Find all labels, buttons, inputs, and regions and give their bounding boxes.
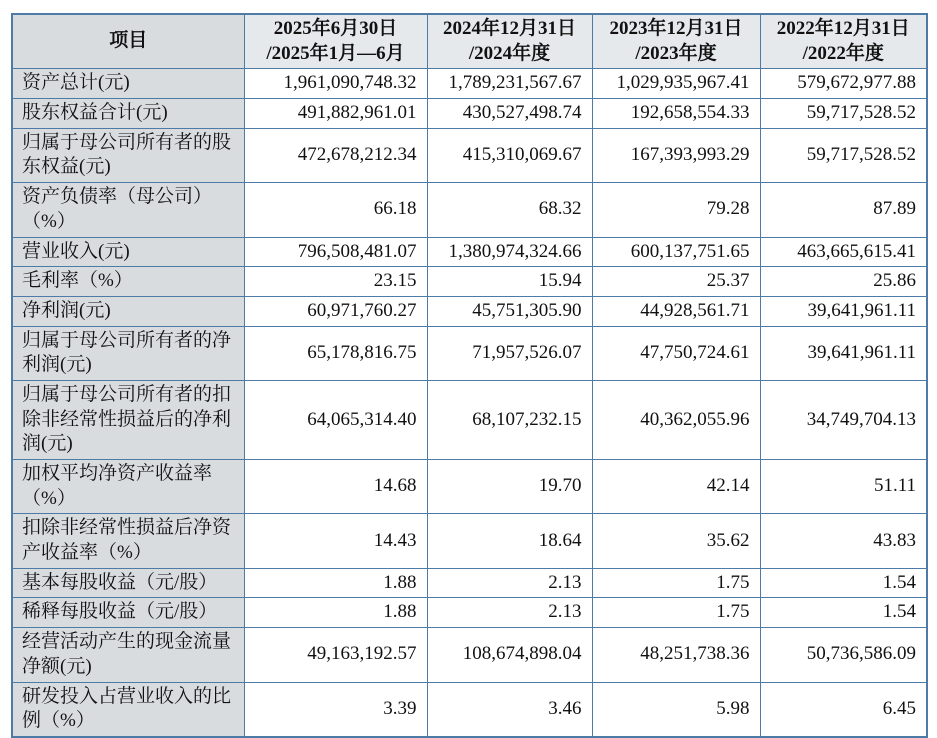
value-cell: 59,717,528.52 xyxy=(760,128,927,182)
table-row xyxy=(12,682,927,737)
value-cell: 39,641,961.11 xyxy=(760,296,927,326)
value-cell: 415,310,069.67 xyxy=(427,128,592,182)
table-row xyxy=(12,183,927,237)
value-cell: 192,658,554.33 xyxy=(592,99,760,129)
row-label: 股东权益合计(元) xyxy=(12,99,244,129)
value-cell: 6.45 xyxy=(760,682,927,737)
value-cell: 1.75 xyxy=(592,568,760,598)
row-label: 归属于母公司所有者的股东权益(元) xyxy=(12,128,244,182)
value-cell: 44,928,561.71 xyxy=(592,296,760,326)
value-cell: 51.11 xyxy=(760,460,927,514)
financial-summary-container xyxy=(11,13,937,738)
row-label: 扣除非经常性损益后净资产收益率（%） xyxy=(12,514,244,568)
value-cell: 35.62 xyxy=(592,514,760,568)
value-cell: 71,957,526.07 xyxy=(427,326,592,380)
value-cell: 1.54 xyxy=(760,568,927,598)
value-cell: 796,508,481.07 xyxy=(244,237,427,267)
header-period-2023 xyxy=(592,14,760,69)
header-period-2022-line2: /2022年度 xyxy=(802,42,884,64)
row-label: 稀释每股收益（元/股） xyxy=(12,598,244,628)
header-item-label: 项目 xyxy=(12,14,244,69)
value-cell: 23.15 xyxy=(244,267,427,297)
table-header xyxy=(12,14,927,69)
value-cell: 1.88 xyxy=(244,598,427,628)
header-period-2025-line1: 2025年6月30日 xyxy=(273,18,398,39)
row-label: 净利润(元) xyxy=(12,296,244,326)
value-cell: 79.28 xyxy=(592,183,760,237)
value-cell: 48,251,738.36 xyxy=(592,628,760,682)
table-row xyxy=(12,326,927,380)
value-cell: 579,672,977.88 xyxy=(760,69,927,99)
value-cell: 45,751,305.90 xyxy=(427,296,592,326)
table-row xyxy=(12,380,927,459)
header-period-2024-line2: /2024年度 xyxy=(468,42,551,64)
value-cell: 1.75 xyxy=(592,598,760,628)
value-cell: 25.37 xyxy=(592,267,760,297)
value-cell: 47,750,724.61 xyxy=(592,326,760,380)
table-row xyxy=(12,99,927,129)
value-cell: 491,882,961.01 xyxy=(244,99,427,129)
value-cell: 64,065,314.40 xyxy=(244,380,427,459)
value-cell: 40,362,055.96 xyxy=(592,380,760,459)
value-cell: 1.54 xyxy=(760,598,927,628)
value-cell: 49,163,192.57 xyxy=(244,628,427,682)
row-label: 加权平均净资产收益率（%） xyxy=(12,460,244,514)
row-label: 营业收入(元) xyxy=(12,237,244,267)
value-cell: 1,961,090,748.32 xyxy=(244,69,427,99)
value-cell: 5.98 xyxy=(592,682,760,737)
value-cell: 59,717,528.52 xyxy=(760,99,927,129)
header-period-2024-line1: 2024年12月31日 xyxy=(442,18,576,39)
table-row xyxy=(12,568,927,598)
value-cell: 66.18 xyxy=(244,183,427,237)
table-row xyxy=(12,296,927,326)
value-cell: 15.94 xyxy=(427,267,592,297)
table-row xyxy=(12,267,927,297)
header-period-2024 xyxy=(427,14,592,69)
table-row xyxy=(12,69,927,99)
value-cell: 25.86 xyxy=(760,267,927,297)
value-cell: 1.88 xyxy=(244,568,427,598)
value-cell: 600,137,751.65 xyxy=(592,237,760,267)
value-cell: 18.64 xyxy=(427,514,592,568)
value-cell: 167,393,993.29 xyxy=(592,128,760,182)
value-cell: 14.43 xyxy=(244,514,427,568)
value-cell: 3.39 xyxy=(244,682,427,737)
row-label: 基本每股收益（元/股） xyxy=(12,568,244,598)
row-label: 资产总计(元) xyxy=(12,69,244,99)
value-cell: 65,178,816.75 xyxy=(244,326,427,380)
value-cell: 472,678,212.34 xyxy=(244,128,427,182)
header-period-2022 xyxy=(760,14,927,69)
value-cell: 60,971,760.27 xyxy=(244,296,427,326)
header-period-2025 xyxy=(244,14,427,69)
value-cell: 42.14 xyxy=(592,460,760,514)
row-label: 归属于母公司所有者的扣除非经常性损益后的净利润(元) xyxy=(12,380,244,459)
row-label: 归属于母公司所有者的净利润(元) xyxy=(12,326,244,380)
table-row xyxy=(12,237,927,267)
value-cell: 1,789,231,567.67 xyxy=(427,69,592,99)
value-cell: 43.83 xyxy=(760,514,927,568)
row-label: 毛利率（%） xyxy=(12,267,244,297)
value-cell: 1,029,935,967.41 xyxy=(592,69,760,99)
table-row xyxy=(12,598,927,628)
table-body xyxy=(12,69,927,737)
value-cell: 2.13 xyxy=(427,598,592,628)
value-cell: 68.32 xyxy=(427,183,592,237)
row-label: 经营活动产生的现金流量净额(元) xyxy=(12,628,244,682)
row-label: 研发投入占营业收入的比例（%） xyxy=(12,682,244,737)
value-cell: 1,380,974,324.66 xyxy=(427,237,592,267)
value-cell: 108,674,898.04 xyxy=(427,628,592,682)
header-period-2022-line1: 2022年12月31日 xyxy=(776,18,910,39)
header-period-2023-line1: 2023年12月31日 xyxy=(609,18,743,39)
header-period-2025-line2: /2025年1月—6月 xyxy=(266,42,405,64)
table-row xyxy=(12,514,927,568)
table-row xyxy=(12,460,927,514)
financial-summary-table xyxy=(11,13,928,738)
value-cell: 463,665,615.41 xyxy=(760,237,927,267)
table-row xyxy=(12,128,927,182)
value-cell: 87.89 xyxy=(760,183,927,237)
row-label: 资产负债率（母公司）（%） xyxy=(12,183,244,237)
table-row xyxy=(12,628,927,682)
value-cell: 50,736,586.09 xyxy=(760,628,927,682)
value-cell: 34,749,704.13 xyxy=(760,380,927,459)
header-row xyxy=(12,14,927,69)
value-cell: 19.70 xyxy=(427,460,592,514)
value-cell: 68,107,232.15 xyxy=(427,380,592,459)
value-cell: 430,527,498.74 xyxy=(427,99,592,129)
value-cell: 14.68 xyxy=(244,460,427,514)
value-cell: 2.13 xyxy=(427,568,592,598)
value-cell: 3.46 xyxy=(427,682,592,737)
header-period-2023-line2: /2023年度 xyxy=(635,42,717,64)
value-cell: 39,641,961.11 xyxy=(760,326,927,380)
